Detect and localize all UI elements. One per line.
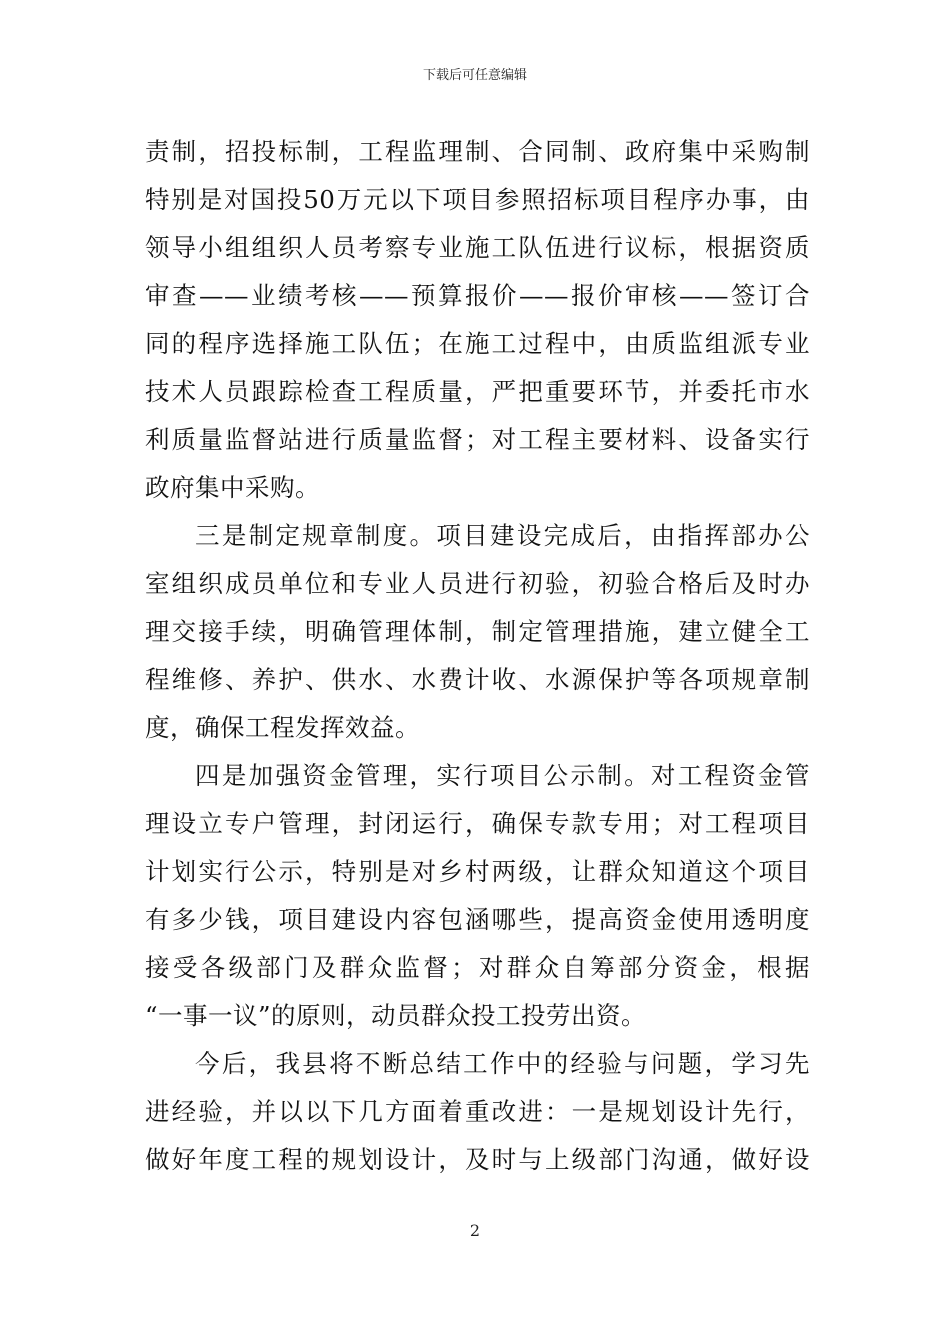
text-line: 程维修、养护、供水、水费计收、水源保护等各项规章制 [145, 665, 810, 694]
paragraph [145, 752, 810, 1040]
text-line: 责制，招投标制，工程监理制、合同制、政府集中采购制 [145, 137, 810, 166]
text-line: 同的程序选择施工队伍；在施工过程中，由质监组派专业 [145, 329, 810, 358]
text-line: 做好年度工程的规划设计，及时与上级部门沟通，做好设 [145, 1145, 810, 1174]
text-line: 三是制定规章制度。项目建设完成后，由指挥部办公 [195, 521, 810, 550]
text-line: 利质量监督站进行质量监督；对工程主要材料、设备实行 [145, 425, 810, 454]
text-line: 理交接手续，明确管理体制，制定管理措施，建立健全工 [145, 617, 810, 646]
document-body [145, 128, 810, 1184]
text-line: 四是加强资金管理，实行项目公示制。对工程资金管 [195, 761, 810, 790]
paragraph [145, 128, 810, 512]
text-line: 度，确保工程发挥效益。 [145, 713, 420, 742]
text-line: 进经验，并以以下几方面着重改进：一是规划设计先行， [145, 1097, 810, 1126]
text-line: 审查——业绩考核——预算报价——报价审核——签订合 [145, 281, 810, 310]
text-line: 有多少钱，项目建设内容包涵哪些，提高资金使用透明度 [145, 905, 810, 934]
page-number: 2 [469, 1221, 481, 1240]
text-line: 理设立专户管理，封闭运行，确保专款专用；对工程项目 [145, 809, 810, 838]
page-header: 下载后可任意编辑 [422, 68, 527, 83]
text-line: “一事一议”的原则，动员群众投工投劳出资。 [145, 1001, 647, 1030]
text-line: 技术人员跟踪检查工程质量，严把重要环节，并委托市水 [145, 377, 810, 406]
text-line: 计划实行公示，特别是对乡村两级，让群众知道这个项目 [145, 857, 810, 886]
paragraph [145, 1040, 810, 1184]
paragraph [145, 512, 810, 752]
text-line: 接受各级部门及群众监督；对群众自筹部分资金，根据 [145, 953, 810, 982]
text-line: 政府集中采购。 [145, 473, 320, 502]
text-line: 领导小组组织人员考察专业施工队伍进行议标，根据资质 [145, 233, 810, 262]
text-line: 今后，我县将不断总结工作中的经验与问题，学习先 [195, 1049, 810, 1078]
text-line: 特别是对国投50万元以下项目参照招标项目程序办事，由 [145, 185, 810, 214]
text-line: 室组织成员单位和专业人员进行初验，初验合格后及时办 [145, 569, 810, 598]
